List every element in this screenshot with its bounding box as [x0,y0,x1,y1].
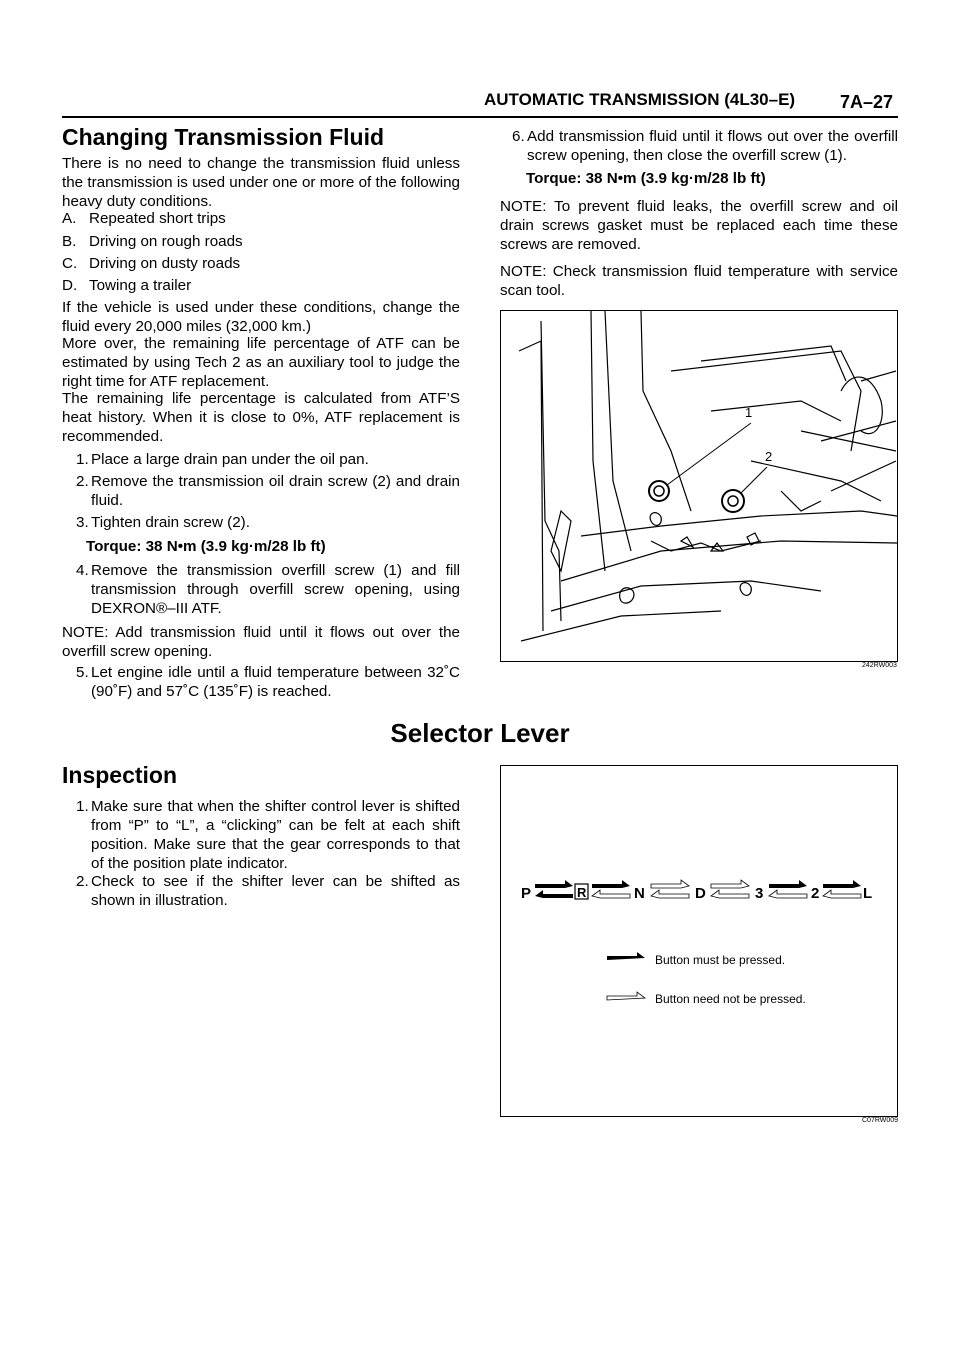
step-item: 5. Let engine idle until a fluid temperature between 32˚C (90˚F) and 57˚C (135˚F) is reached. [76,664,460,700]
note: NOTE: Check transmission fluid temperature with service scan tool. [500,263,898,299]
step-item: 1. Place a large drain pan under the oil pan. [76,451,369,468]
paragraph: The remaining life percentage is calculated from ATF’S heat history. When it is close to 0%, ATF replacement is recommended. [62,390,460,445]
arrow-N-D [651,880,689,898]
step-item: 1. Make sure that when the shifter control lever is shifted from “P” to “L”, a “clicking” can be felt at each shift position. Make sure that the gear corresponds to that of the position plate indicator. [76,798,460,872]
callout-2: 2 [765,449,773,464]
position-P: P [521,885,532,902]
legend-not-pressed-text: Button need not be pressed. [655,992,806,1006]
note: NOTE: Add transmission fluid until it flows out over the overfill screw opening. [62,624,460,660]
page-number: 7A–27 [840,92,894,112]
position-3: 3 [755,885,764,902]
step-item: 4. Remove the transmission overfill screw (1) and fill transmission through overfill screw opening, using DEXRON®–III ATF. [76,562,460,617]
oil-pan-illustration [501,311,897,661]
torque-spec: Torque: 38 N•m (3.9 kg·m/28 lb ft) [86,538,326,555]
arrow-R-N [592,880,630,898]
sub-heading: Inspection [62,762,178,788]
position-L: L [863,885,873,902]
section-title: Selector Lever [390,718,570,748]
shift-pattern-diagram [501,766,897,1116]
header-rule [62,116,898,118]
condition-item: A. Repeated short trips [62,210,226,227]
step-item: 2. Remove the transmission oil drain screw (2) and drain fluid. [76,473,460,509]
legend-open-arrow [607,992,645,1000]
intro-paragraph: There is no need to change the transmission fluid unless the transmission is used under one or more of the following heavy duty conditions. [62,155,460,210]
paragraph: More over, the remaining life percentage of ATF can be estimated by using Tech 2 as an auxiliary tool to judge the right time for ATF replacement. [62,335,460,390]
condition-item: D. Towing a trailer [62,277,192,294]
arrow-2-L [823,880,861,898]
figure-caption: 242RW003 [862,662,897,669]
legend-pressed-text: Button must be pressed. [655,953,786,967]
transmission-oil-pan-figure [500,310,898,662]
step-item: 6. Add transmission fluid until it flows out over the overfill screw opening, then close the overfill screw (1). [512,128,898,164]
step-item: 2. Check to see if the shifter lever can be shifted as shown in illustration. [76,873,460,909]
position-R: R [577,885,587,900]
callout-1: 1 [745,405,753,420]
position-2: 2 [811,885,820,902]
condition-item: C. Driving on dusty roads [62,255,241,272]
shift-pattern-figure [500,765,898,1117]
running-header-title: AUTOMATIC TRANSMISSION (4L30–E) [484,90,796,109]
legend-solid-arrow [607,952,645,960]
position-D: D [695,885,706,902]
arrow-3-2 [769,880,807,898]
arrow-P-R [535,880,573,898]
section-heading: Changing Transmission Fluid [62,124,385,150]
position-N: N [634,885,645,902]
paragraph: If the vehicle is used under these conditions, change the fluid every 20,000 miles (32,000 km.) [62,299,460,335]
arrow-D-3 [711,880,749,898]
figure-caption: C07RW009 [862,1117,899,1124]
torque-spec: Torque: 38 N•m (3.9 kg·m/28 lb ft) [526,170,766,187]
condition-item: B. Driving on rough roads [62,233,243,250]
step-item: 3. Tighten drain screw (2). [76,514,250,531]
note: NOTE: To prevent fluid leaks, the overfill screw and oil drain screws gasket must be replaced each time these screws are removed. [500,198,898,253]
